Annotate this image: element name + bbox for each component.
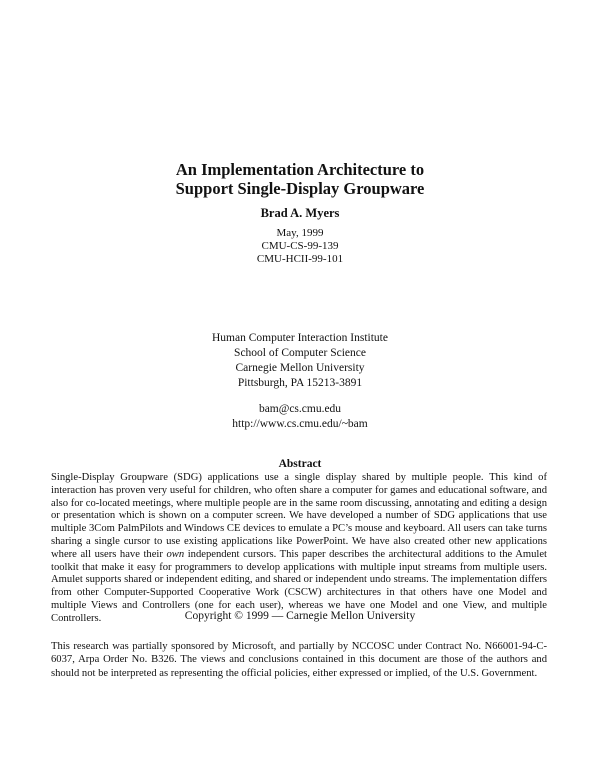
address-line-school: School of Computer Science: [234, 347, 366, 359]
abstract-emphasis: own: [166, 548, 185, 560]
address-line-city: Pittsburgh, PA 15213-3891: [237, 377, 363, 389]
report-meta: [0, 227, 600, 266]
author-email: bam@cs.cmu.edu: [258, 403, 342, 415]
funding-acknowledgement: This research was partially sponsored by Microsoft, and partially by NCCOSC under Contract No. N66001-94-C-6037, Arpa Order No. B326. The views and conclusions contained in this document are those of the authors and should not be interpreted as representing the official policies, either expressed or implied, of the U.S. Government.: [51, 641, 547, 679]
author-name: Brad A. Myers: [260, 206, 340, 220]
abstract-body: [51, 472, 547, 626]
author-homepage-url: http://www.cs.cmu.edu/~bam: [232, 418, 368, 430]
paper-title-line-1: An Implementation Architecture to: [175, 160, 425, 179]
address-line-university: Carnegie Mellon University: [235, 362, 365, 374]
paper-title: [0, 160, 600, 198]
abstract-text-part-1: Single-Display Groupware (SDG) applications use a single display shared by multiple people. This kind of interaction has proven very useful for children, who often share a computer for games and educational software, and also for co-located meetings, where multiple people are in the same room discussing, annotating and editing a design or presentation which is shown on a computer screen. We have developed a number of SDG applications that use multiple 3Com PalmPilots and Windows CE devices to emulate a PC’s mouse and keyboard. All users can take turns sharing a single cursor to use existing applications like PowerPoint. We have also created other new applications where all users have their: [51, 472, 547, 560]
report-number-cs: CMU-CS-99-139: [261, 240, 339, 252]
contact-info: [0, 402, 600, 432]
institution-address: [0, 331, 600, 391]
report-number-hcii: CMU-HCII-99-101: [256, 253, 344, 265]
abstract-text-part-2: independent cursors. This paper describes the architectural additions to the Amulet toolkit that make it easy for programmers to develop applications with multiple input streams from multiple users. Amulet supports shared or independent editing, and shared or independent undo streams. The implementation differs from other Computer-Supported Cooperative Work (CSCW) architectures in that others have one Model and multiple Views and Controllers (one for each user), whereas we have one Model and one View, and multiple Controllers.: [51, 548, 548, 624]
address-line-institute: Human Computer Interaction Institute: [212, 332, 388, 344]
paper-title-line-2: Support Single-Display Groupware: [175, 179, 425, 198]
abstract-heading: Abstract: [278, 458, 322, 470]
publication-date: May, 1999: [276, 227, 324, 239]
copyright-notice: Copyright © 1999 — Carnegie Mellon University: [184, 610, 416, 622]
